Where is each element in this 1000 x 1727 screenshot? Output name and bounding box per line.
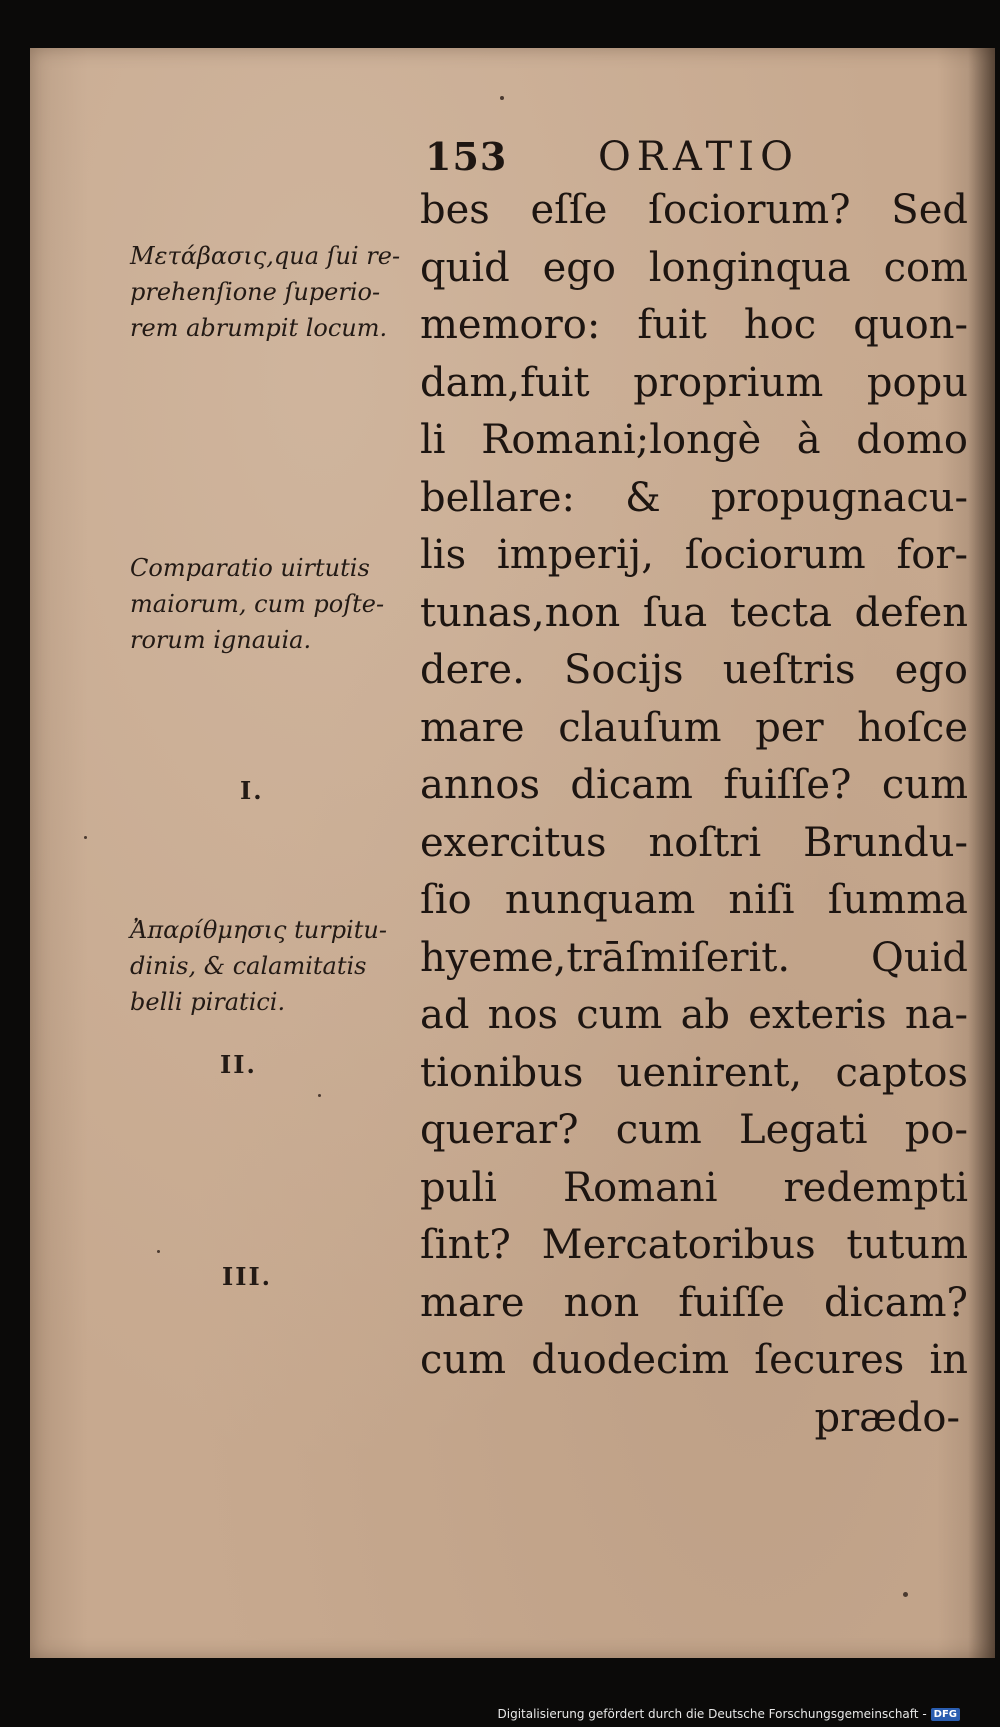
paper-speck bbox=[84, 836, 87, 839]
catchword: prædo- bbox=[814, 1394, 960, 1441]
text-line: mare clauſum per hoſce bbox=[420, 704, 968, 751]
text-line: hyeme,trāſmiſerit. Quid bbox=[420, 934, 968, 981]
text-line: exercitus noſtri Brundu- bbox=[420, 819, 968, 866]
paper-speck bbox=[318, 1094, 321, 1097]
paper-speck bbox=[903, 1592, 908, 1597]
text-line: lis imperij, ſociorum for- bbox=[420, 532, 968, 578]
text-line: querar? cum Legati po- bbox=[420, 1107, 968, 1153]
running-head: ORATIO bbox=[598, 134, 799, 180]
text-line: dere. Socijs ueſtris ego bbox=[420, 647, 968, 693]
margin-note-line: prehenſione ſuperio- bbox=[130, 278, 381, 306]
text-line: tionibus uenirent, captos bbox=[420, 1049, 968, 1096]
text-line: li Romani;longè à domo bbox=[420, 417, 968, 463]
text-line: bellare: & propugnacu- bbox=[420, 474, 968, 521]
credit-text: Digitalisierung gefördert durch die Deutsche Forschungsgemeinschaft - bbox=[497, 1707, 927, 1721]
paper-speck bbox=[157, 1250, 160, 1253]
margin-note-line: rem abrumpit locum. bbox=[130, 314, 388, 342]
margin-note-line: Μετάβασις,qua ſui re- bbox=[130, 242, 401, 270]
page-number: 153 bbox=[425, 134, 508, 179]
margin-note-line: belli piratici. bbox=[130, 988, 286, 1016]
text-line: ſio nunquam niſi ſumma bbox=[420, 877, 968, 923]
margin-note-comparatio bbox=[130, 550, 415, 658]
paper-speck bbox=[500, 96, 504, 100]
text-line: annos dicam fuiſſe? cum bbox=[420, 762, 968, 808]
dfg-logo-icon: DFG bbox=[931, 1708, 960, 1721]
text-line: mare non fuiſſe dicam? bbox=[420, 1279, 968, 1326]
text-line: cum duodecim ſecures in bbox=[420, 1337, 968, 1383]
page-edge-shadow bbox=[968, 48, 995, 1658]
margin-note-metabasis bbox=[130, 238, 415, 346]
margin-note-line: Ἀπαρίθμησις turpitu- bbox=[130, 916, 387, 944]
digitization-credit bbox=[498, 1707, 961, 1721]
page-header bbox=[425, 130, 985, 190]
text-line: quid ego longinqua com bbox=[420, 244, 968, 291]
margin-numeral-one: I. bbox=[240, 776, 264, 805]
main-text-block bbox=[420, 182, 968, 1447]
text-line: ſint? Mercatoribus tutum bbox=[420, 1222, 968, 1268]
text-line: memoro: fuit hoc quon- bbox=[420, 302, 968, 348]
margin-numeral-two: II. bbox=[220, 1050, 257, 1079]
margin-numeral-three: III. bbox=[222, 1262, 273, 1291]
text-line: dam,fuit proprium popu bbox=[420, 359, 968, 406]
text-line: bes eſſe ſociorum? Sed bbox=[420, 187, 968, 233]
text-line: ad nos cum ab exteris na- bbox=[420, 992, 968, 1038]
margin-note-line: Comparatio uirtutis bbox=[130, 554, 370, 582]
margin-note-aparithmesis bbox=[130, 912, 415, 1020]
margin-note-line: dinis, & calamitatis bbox=[130, 952, 367, 980]
text-line: puli Romani redempti bbox=[420, 1164, 968, 1211]
margin-note-line: maiorum, cum poſte- bbox=[130, 590, 385, 618]
text-line: tunas,non ſua tecta defen bbox=[420, 589, 968, 636]
margin-note-line: rorum ignauia. bbox=[130, 626, 312, 654]
